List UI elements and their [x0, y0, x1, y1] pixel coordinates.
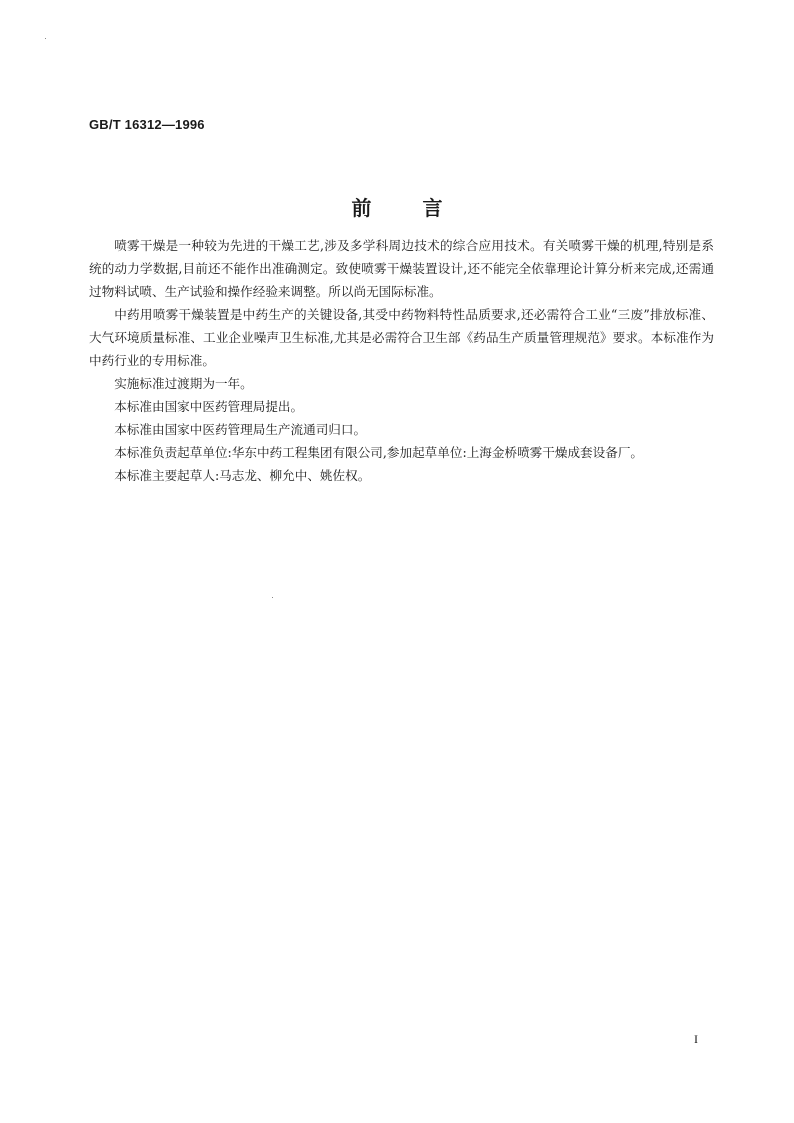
foreword-body [89, 234, 714, 487]
scan-speck [272, 597, 273, 598]
standard-number: GB/T 16312—1996 [89, 117, 205, 132]
section-title: 前 言 [351, 196, 443, 220]
paragraph: 中药用喷雾干燥装置是中药生产的关键设备,其受中药物料特性品质要求,还必需符合工业“三废”排放标准、大气环境质量标准、工业企业噪声卫生标准,尤其是必需符合卫生部《药品生产质量管理规范》要求。本标准作为中药行业的专用标准。 [89, 307, 714, 368]
paragraph: 本标准由国家中医药管理局提出。 [114, 399, 304, 414]
paragraph: 实施标准过渡期为一年。 [114, 376, 253, 391]
scan-speck [45, 38, 46, 39]
page-number: I [694, 1032, 698, 1046]
paragraph: 本标准负责起草单位:华东中药工程集团有限公司,参加起草单位:上海金桥喷雾干燥成套设备厂。 [114, 445, 644, 460]
paragraph: 喷雾干燥是一种较为先进的干燥工艺,涉及多学科周边技术的综合应用技术。有关喷雾干燥的机理,特别是系统的动力学数据,目前还不能作出准确测定。致使喷雾干燥装置设计,还不能完全依靠理论计算分析来完成,还需通过物料试喷、生产试验和操作经验来调整。所以尚无国际标准。 [89, 238, 714, 299]
paragraph: 本标准主要起草人:马志龙、柳允中、姚佐权。 [114, 468, 371, 483]
paragraph: 本标准由国家中医药管理局生产流通司归口。 [114, 422, 367, 437]
